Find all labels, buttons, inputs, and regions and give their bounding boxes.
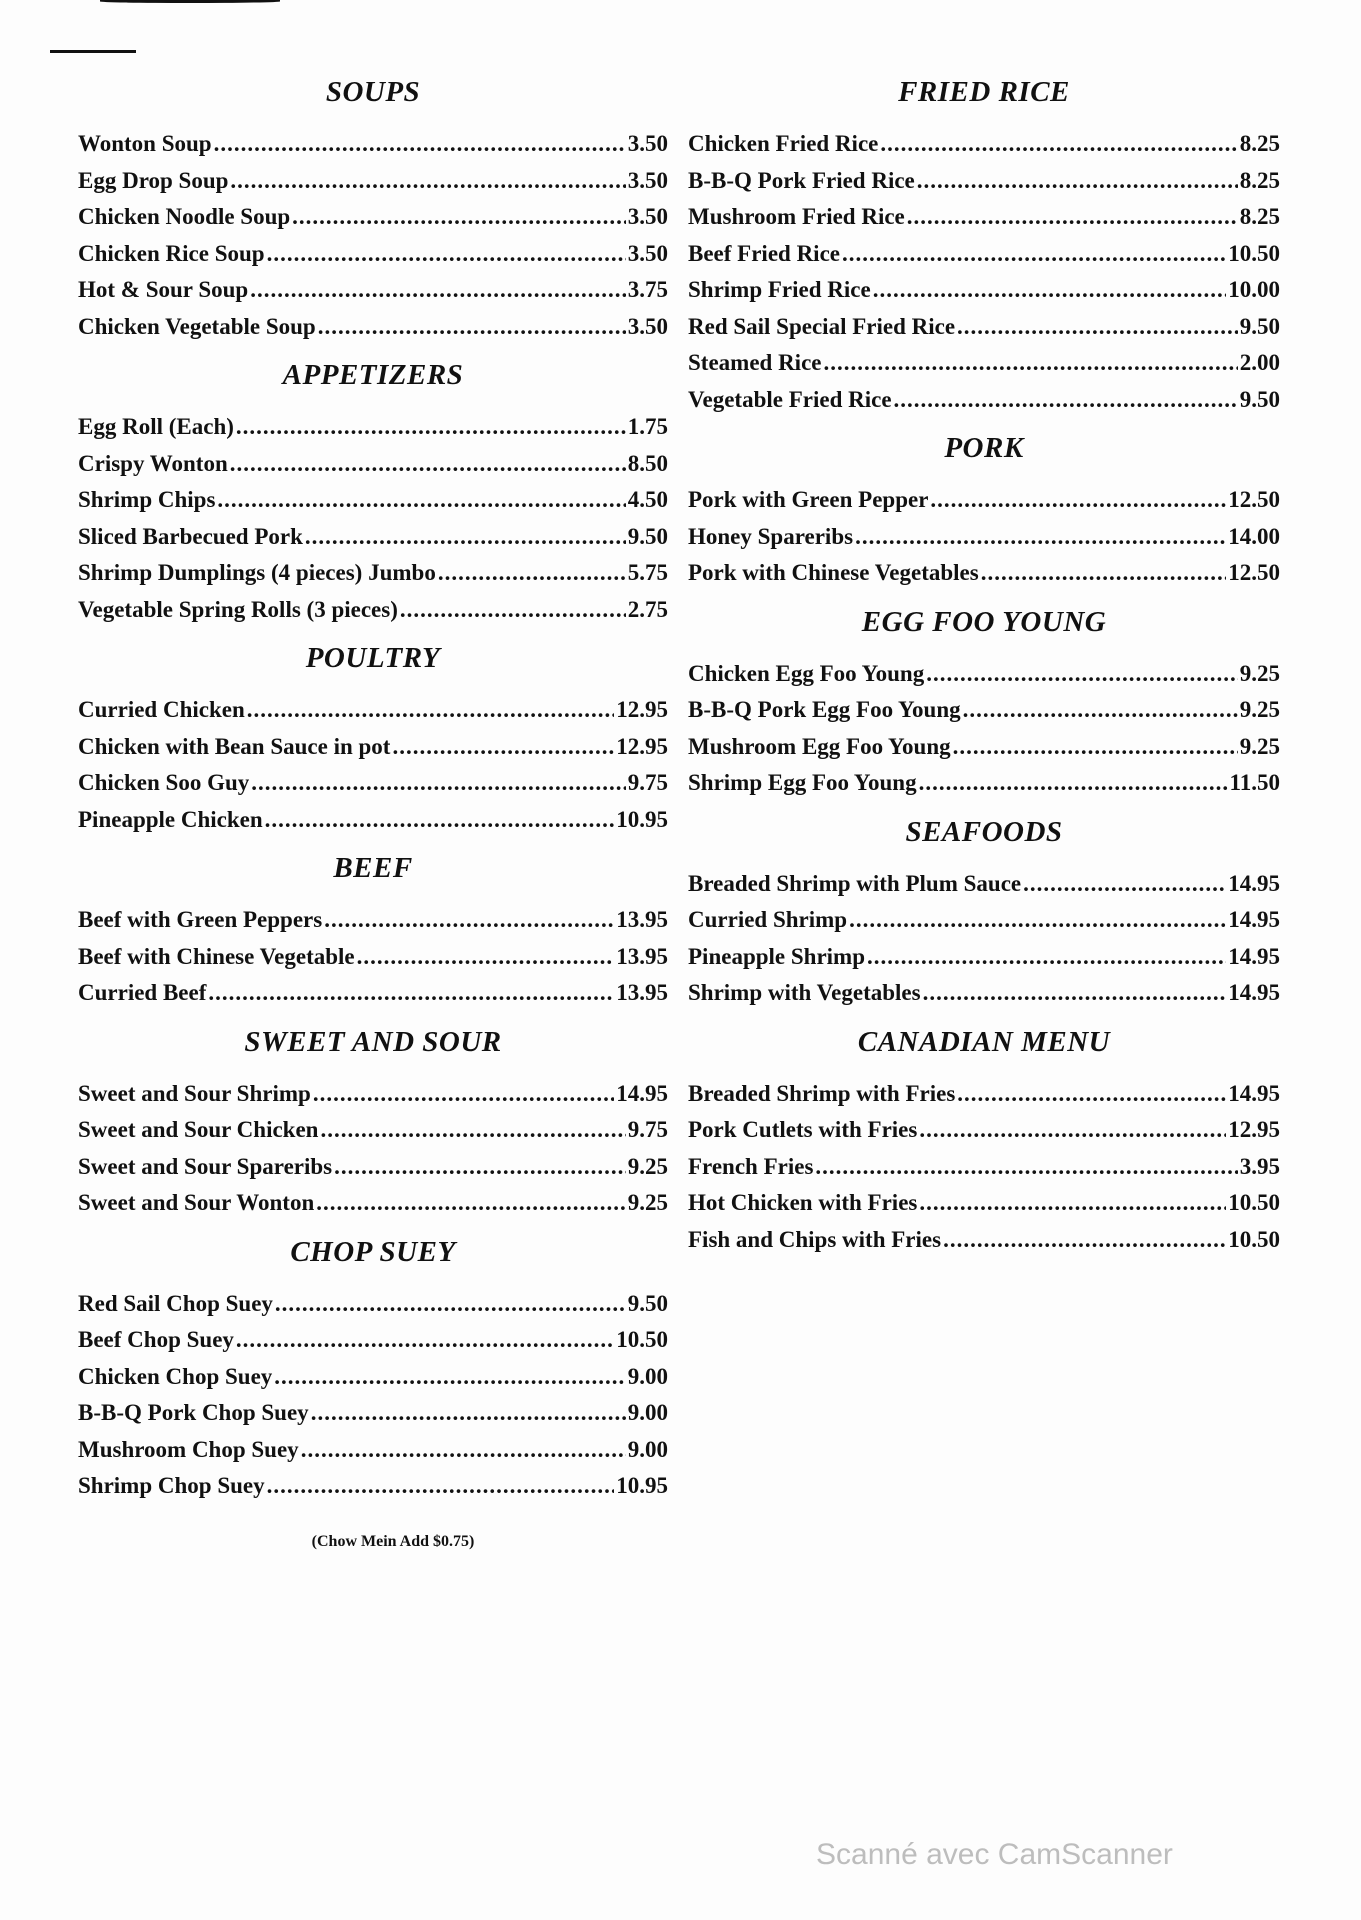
dot-leader [324,902,614,939]
item-name: Vegetable Spring Rolls (3 pieces) [78,596,398,622]
item-name: Chicken Fried Rice [688,131,879,156]
item-name: Sweet and Sour Chicken [78,1117,319,1142]
item-name: Shrimp Chips [78,487,216,512]
menu-item [78,1185,668,1222]
item-price: 3.50 [627,240,668,266]
menu-item [78,126,668,163]
dot-leader [919,765,1228,802]
dot-leader [251,765,625,802]
item-price: 9.75 [627,1117,668,1142]
item-name: Fish and Chips with Fries [688,1226,942,1252]
item-price: 9.25 [1239,733,1280,759]
item-name: Shrimp Egg Foo Young [688,770,917,795]
item-name: Pineapple Chicken [78,806,263,832]
item-name: Shrimp Chop Suey [78,1473,265,1498]
dot-leader [313,1076,614,1113]
dot-leader [867,939,1226,976]
corner-dash [50,50,136,53]
section-sweet-and-sour [78,1022,668,1232]
menu-item [688,939,1280,976]
item-price: 5.75 [627,560,668,585]
dot-leader [214,126,626,163]
item-name: Mushroom Egg Foo Young [688,733,951,759]
menu-item [78,1322,668,1359]
menu-left-column [78,72,668,1551]
item-name: Red Sail Chop Suey [78,1290,273,1316]
menu-item [78,309,668,346]
dot-leader [230,446,626,483]
menu-item [688,1222,1280,1259]
menu-item [78,236,668,273]
item-name: Shrimp Dumplings (4 pieces) Jumbo [78,560,436,585]
menu-item [688,729,1280,766]
item-name: Sliced Barbecued Pork [78,523,303,549]
menu-item [78,482,668,519]
menu-item [78,1432,668,1469]
menu-item [688,126,1280,163]
item-name: Vegetable Fried Rice [688,386,892,412]
item-name: Sweet and Sour Wonton [78,1190,315,1215]
item-name: Pineapple Shrimp [688,943,866,969]
item-price: 13.95 [616,980,668,1005]
top-edge-mark [100,0,280,3]
menu-item [78,729,668,766]
item-price: 9.50 [627,1290,668,1316]
item-name: Steamed Rice [688,350,822,375]
section-soups [78,72,668,355]
menu-item [78,1359,668,1396]
menu-item [688,902,1280,939]
item-name: Pork Cutlets with Fries [688,1117,918,1142]
menu-item [78,692,668,729]
item-price: 12.95 [616,733,668,759]
item-price: 4.50 [627,487,668,512]
menu-item [688,975,1280,1012]
item-name: Hot & Sour Soup [78,277,249,302]
dot-leader [267,1468,615,1505]
menu-item [78,555,668,592]
item-price: 9.00 [627,1400,668,1425]
section-heading: CHOP SUEY [290,1235,456,1268]
section-fried-rice [688,72,1280,428]
menu-item [78,939,668,976]
item-name: Curried Chicken [78,697,245,722]
section-appetizers [78,355,668,638]
dot-leader [301,1432,626,1469]
item-price: 8.25 [1239,131,1280,156]
section-chop-suey [78,1232,668,1515]
item-price: 12.95 [1228,1117,1280,1142]
menu-item [688,656,1280,693]
item-price: 3.50 [627,131,668,156]
dot-leader [842,236,1226,273]
item-price: 9.25 [627,1190,668,1215]
dot-leader [1023,866,1226,903]
menu-item [688,309,1280,346]
menu-item [688,692,1280,729]
item-name: French Fries [688,1153,814,1179]
dot-leader [917,163,1238,200]
item-price: 13.95 [616,943,668,969]
item-price: 9.50 [1239,313,1280,339]
menu-item [78,592,668,629]
item-price: 3.95 [1239,1153,1280,1179]
item-name: Breaded Shrimp with Plum Sauce [688,870,1022,896]
dot-leader [926,656,1238,693]
section-heading: PORK [944,432,1024,464]
dot-leader [943,1222,1226,1259]
dot-leader [357,939,615,976]
dot-leader [953,729,1238,766]
item-name: Egg Roll (Each) [78,414,234,439]
dot-leader [438,555,626,592]
dot-leader [981,555,1227,592]
item-price: 2.00 [1239,350,1280,375]
item-name: Red Sail Special Fried Rice [688,313,956,339]
item-name: Beef with Green Peppers [78,907,323,932]
item-name: Chicken Soo Guy [78,770,250,795]
item-price: 9.75 [627,770,668,795]
item-name: Chicken Vegetable Soup [78,313,316,339]
menu-item [688,236,1280,273]
item-price: 9.25 [1239,660,1280,686]
menu-item [78,1286,668,1323]
dot-leader [849,902,1226,939]
menu-item [688,382,1280,419]
item-price: 12.50 [1228,560,1280,585]
menu-item [688,163,1280,200]
item-name: Honey Spareribs [688,523,854,549]
dot-leader [894,382,1238,419]
menu-item [688,1112,1280,1149]
item-name: Mushroom Chop Suey [78,1436,299,1462]
item-price: 14.95 [1228,1080,1280,1106]
scanner-watermark: Scanné avec CamScanner [816,1838,1173,1871]
dot-leader [311,1395,626,1432]
item-price: 2.75 [627,596,668,622]
chow-mein-note: (Chow Mein Add $0.75) [311,1532,475,1550]
item-name: B-B-Q Pork Chop Suey [78,1400,309,1425]
item-price: 1.75 [627,414,668,439]
item-price: 8.50 [627,450,668,476]
dot-leader [265,802,615,839]
item-name: Chicken Noodle Soup [78,204,291,229]
item-name: Chicken Egg Foo Young [688,660,925,686]
item-name: Curried Shrimp [688,907,848,932]
menu-item [78,1149,668,1186]
section-heading: POULTRY [305,642,441,674]
dot-leader [919,1112,1226,1149]
item-name: Beef Chop Suey [78,1327,234,1352]
dot-leader [275,1286,626,1323]
item-name: Curried Beef [78,980,207,1005]
dot-leader [316,1185,626,1222]
menu-item [688,555,1280,592]
dot-leader [208,975,614,1012]
item-price: 8.25 [1239,204,1280,229]
section-heading: CANADIAN MENU [857,1025,1111,1058]
item-name: Chicken with Bean Sauce in pot [78,733,391,759]
menu-item [688,482,1280,519]
item-price: 10.95 [616,1473,668,1498]
menu-item [78,163,668,200]
item-price: 9.00 [627,1436,668,1462]
item-name: Breaded Shrimp with Fries [688,1080,956,1106]
menu-item [78,1468,668,1505]
item-name: Chicken Rice Soup [78,240,265,266]
item-name: Crispy Wonton [78,450,228,476]
item-price: 10.50 [1228,1190,1280,1215]
menu-item [78,446,668,483]
menu-item [688,765,1280,802]
dot-leader [236,1322,614,1359]
dot-leader [907,199,1238,236]
dot-leader [247,692,615,729]
dot-leader [292,199,626,236]
dot-leader [400,592,626,629]
section-heading: FRIED RICE [898,76,1070,108]
section-poultry [78,638,668,848]
menu-item [78,1076,668,1113]
menu-item [78,409,668,446]
menu-item [688,1076,1280,1113]
dot-leader [250,272,626,309]
section-egg-foo-young [688,602,1280,812]
dot-leader [217,482,625,519]
menu-item [78,1112,668,1149]
item-price: 3.50 [627,313,668,339]
dot-leader [230,163,625,200]
item-price: 12.50 [1228,487,1280,512]
item-price: 10.50 [1228,1226,1280,1252]
section-heading: EGG FOO YOUNG [861,605,1107,638]
item-price: 11.50 [1229,770,1280,795]
item-name: Beef with Chinese Vegetable [78,943,355,969]
dot-leader [236,409,626,446]
item-price: 14.95 [1228,943,1280,969]
menu-item [688,866,1280,903]
item-price: 9.25 [627,1153,668,1179]
menu-item [688,519,1280,556]
item-price: 14.95 [1228,980,1280,1005]
dot-leader [880,126,1237,163]
item-name: Wonton Soup [78,131,212,156]
item-price: 3.50 [627,167,668,193]
item-name: Shrimp Fried Rice [688,277,871,302]
dot-leader [930,482,1226,519]
item-price: 14.95 [1228,907,1280,932]
item-name: Pork with Chinese Vegetables [688,560,979,585]
item-name: Sweet and Sour Spareribs [78,1153,333,1179]
item-name: Sweet and Sour Shrimp [78,1080,311,1106]
dot-leader [318,309,626,346]
section-heading: SEAFOODS [905,815,1063,848]
item-price: 8.25 [1239,167,1280,193]
section-heading: SOUPS [325,76,421,108]
item-price: 3.50 [627,204,668,229]
item-name: B-B-Q Pork Egg Foo Young [688,697,961,722]
item-name: Egg Drop Soup [78,167,229,193]
menu-item [688,345,1280,382]
section-pork [688,428,1280,602]
dot-leader [873,272,1227,309]
menu-item [78,1395,668,1432]
menu-item [78,272,668,309]
dot-leader [392,729,614,766]
item-name: Pork with Green Pepper [688,487,929,512]
section-beef [78,848,668,1022]
item-price: 14.95 [1228,870,1280,896]
menu-item [688,1149,1280,1186]
item-price: 14.95 [616,1080,668,1106]
item-name: Chicken Chop Suey [78,1363,273,1389]
dot-leader [919,1185,1226,1222]
item-name: Mushroom Fried Rice [688,204,905,229]
dot-leader [815,1149,1237,1186]
item-price: 10.00 [1228,277,1280,302]
item-price: 9.00 [627,1363,668,1389]
section-heading: SWEET AND SOUR [244,1025,502,1058]
item-price: 9.50 [627,523,668,549]
dot-leader [274,1359,625,1396]
menu-item [688,1185,1280,1222]
menu-item [78,199,668,236]
menu-item [78,902,668,939]
dot-leader [320,1112,625,1149]
menu-item [78,975,668,1012]
item-price: 10.50 [616,1327,668,1352]
item-price: 10.50 [1228,240,1280,266]
section-seafoods [688,812,1280,1022]
item-name: Hot Chicken with Fries [688,1190,918,1215]
menu-item [688,199,1280,236]
dot-leader [963,692,1238,729]
section-canadian-menu [688,1022,1280,1269]
item-price: 10.95 [616,806,668,832]
section-heading: APPETIZERS [282,359,464,391]
dot-leader [824,345,1238,382]
dot-leader [957,1076,1226,1113]
menu-item [78,519,668,556]
item-name: Shrimp with Vegetables [688,980,921,1005]
dot-leader [334,1149,626,1186]
dot-leader [855,519,1226,556]
menu-right-column [688,72,1280,1268]
item-price: 14.00 [1228,523,1280,549]
dot-leader [957,309,1238,346]
section-heading: BEEF [333,852,413,884]
menu-item [78,765,668,802]
item-price: 9.50 [1239,386,1280,412]
item-price: 13.95 [616,907,668,932]
item-price: 12.95 [616,697,668,722]
item-price: 9.25 [1239,697,1280,722]
dot-leader [267,236,626,273]
dot-leader [923,975,1227,1012]
menu-item [78,802,668,839]
item-name: Beef Fried Rice [688,240,840,266]
item-price: 3.75 [627,277,668,302]
item-name: B-B-Q Pork Fried Rice [688,167,915,193]
menu-item [688,272,1280,309]
dot-leader [305,519,626,556]
